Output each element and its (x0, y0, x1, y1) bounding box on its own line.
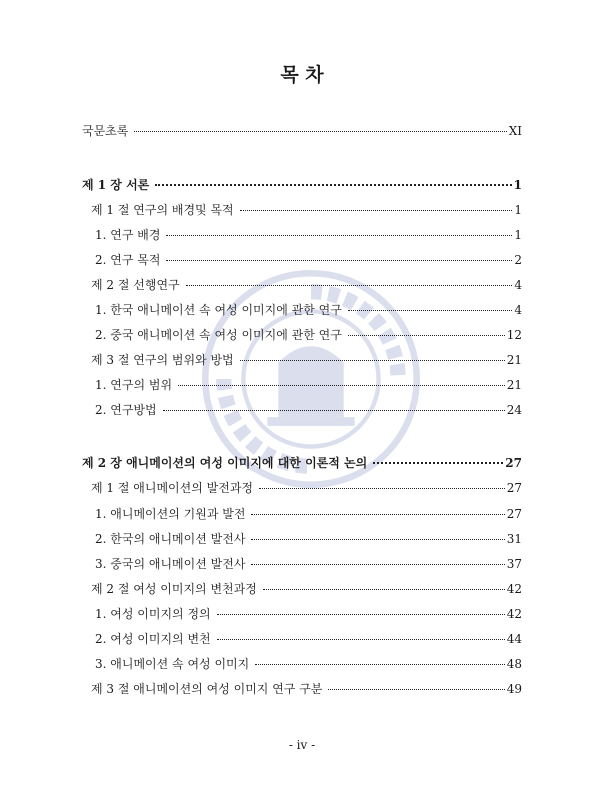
toc-page-number: 27 (506, 481, 522, 495)
toc-page-number: 42 (506, 582, 522, 596)
toc-entry-section[interactable] (91, 202, 522, 218)
dot-leader (328, 688, 504, 690)
page-number-footer: - iv - (288, 738, 316, 752)
dot-leader (255, 663, 504, 665)
toc-entry-label: 3. 애니메이션 속 여성 이미지 (95, 657, 250, 671)
toc-entry-section[interactable] (91, 277, 522, 293)
toc-entry-label: 제 3 절 애니메이션의 여성 이미지 연구 구분 (91, 682, 323, 696)
toc-entry-subsection[interactable] (95, 327, 522, 343)
toc-entry-label: 3. 중국의 애니메이션 발전사 (95, 557, 246, 571)
toc-entry-abstract[interactable] (82, 123, 522, 139)
toc-entry-label: 1. 연구의 범위 (95, 378, 173, 392)
toc-page-number: 21 (506, 378, 522, 392)
toc-entry-label: 2. 한국의 애니메이션 발전사 (95, 532, 246, 546)
toc-entry-section[interactable] (91, 581, 522, 597)
toc-entry-subsection[interactable] (95, 606, 522, 622)
toc-page-number: 1 (513, 178, 522, 192)
toc-entry-label: 2. 연구방법 (95, 403, 157, 417)
toc-entry-label: 제 2 절 선행연구 (91, 278, 180, 292)
toc-page-number: 12 (506, 328, 522, 342)
toc-page-number: 24 (506, 403, 522, 417)
toc-page-number: 4 (514, 278, 522, 292)
dot-leader (163, 409, 505, 411)
toc-entry-label: 제 1 장 서론 (82, 178, 150, 192)
toc-entry-label: 1. 연구 배경 (95, 228, 161, 242)
toc-entry-subsection[interactable] (95, 656, 522, 672)
toc-entry-chapter-1[interactable] (82, 177, 522, 193)
dot-leader (263, 588, 505, 590)
toc-page-number: 48 (506, 657, 522, 671)
toc-page-number: 27 (505, 456, 522, 470)
toc-page-number: 27 (506, 507, 522, 521)
dot-leader (240, 359, 505, 361)
toc-entry-label: 국문초록 (82, 124, 129, 138)
toc-page-number: 4 (514, 303, 522, 317)
dot-leader (251, 513, 504, 515)
dot-leader (348, 334, 505, 336)
toc-page-number: 37 (506, 557, 522, 571)
toc-page-number: 42 (506, 607, 522, 621)
toc-entry-subsection[interactable] (95, 227, 522, 243)
toc-entry-chapter-2[interactable] (82, 455, 522, 471)
dot-leader (134, 130, 506, 132)
toc-entry-subsection[interactable] (95, 252, 522, 268)
toc-entry-section[interactable] (91, 352, 522, 368)
toc-page-number: 44 (506, 632, 522, 646)
dot-leader (186, 284, 513, 286)
toc-page-number: 2 (514, 253, 522, 267)
dot-leader (240, 209, 513, 211)
page-title: 목 차 (280, 64, 324, 86)
toc-page-number: 21 (506, 353, 522, 367)
dot-leader (251, 538, 504, 540)
dot-leader (217, 638, 505, 640)
toc-entry-subsection[interactable] (95, 506, 522, 522)
dot-leader (166, 234, 512, 236)
toc-page-number: 31 (506, 532, 522, 546)
toc-entry-label: 2. 연구 목적 (95, 253, 161, 267)
toc-entry-section[interactable] (91, 480, 522, 496)
dot-leader (259, 487, 505, 489)
dot-leader (348, 309, 513, 311)
toc-entry-subsection[interactable] (95, 531, 522, 547)
toc-entry-subsection[interactable] (95, 631, 522, 647)
toc-entry-label: 제 1 절 애니메이션의 발전과정 (91, 481, 253, 495)
toc-entry-subsection[interactable] (95, 302, 522, 318)
dot-leader (217, 613, 505, 615)
dot-leader (373, 461, 503, 464)
toc-entry-subsection[interactable] (95, 377, 522, 393)
toc-entry-label: 1. 한국 애니메이션 속 여성 이미지에 관한 연구 (95, 303, 342, 317)
toc-entry-subsection[interactable] (95, 402, 522, 418)
toc-entry-label: 2. 여성 이미지의 변천 (95, 632, 211, 646)
dot-leader (155, 183, 511, 186)
toc-entry-subsection[interactable] (95, 556, 522, 572)
toc-entry-label: 제 2 절 여성 이미지의 변천과정 (91, 582, 257, 596)
toc-page-number: 1 (514, 203, 522, 217)
dot-leader (166, 259, 512, 261)
toc-entry-label: 제 2 장 애니메이션의 여성 이미지에 대한 이론적 논의 (82, 456, 368, 470)
toc-entry-label: 2. 중국 애니메이션 속 여성 이미지에 관한 연구 (95, 328, 342, 342)
dot-leader (251, 563, 504, 565)
toc-page-number: 49 (506, 682, 522, 696)
toc-entry-label: 1. 여성 이미지의 정의 (95, 607, 211, 621)
dot-leader (178, 384, 505, 386)
toc-page-number: XI (508, 124, 522, 138)
toc-entry-label: 1. 애니메이션의 기원과 발전 (95, 507, 246, 521)
toc-entry-section[interactable] (91, 681, 522, 697)
toc-entry-label: 제 1 절 연구의 배경및 목적 (91, 203, 234, 217)
toc-entry-label: 제 3 절 연구의 범위와 방법 (91, 353, 234, 367)
toc-page-number: 1 (514, 228, 522, 242)
